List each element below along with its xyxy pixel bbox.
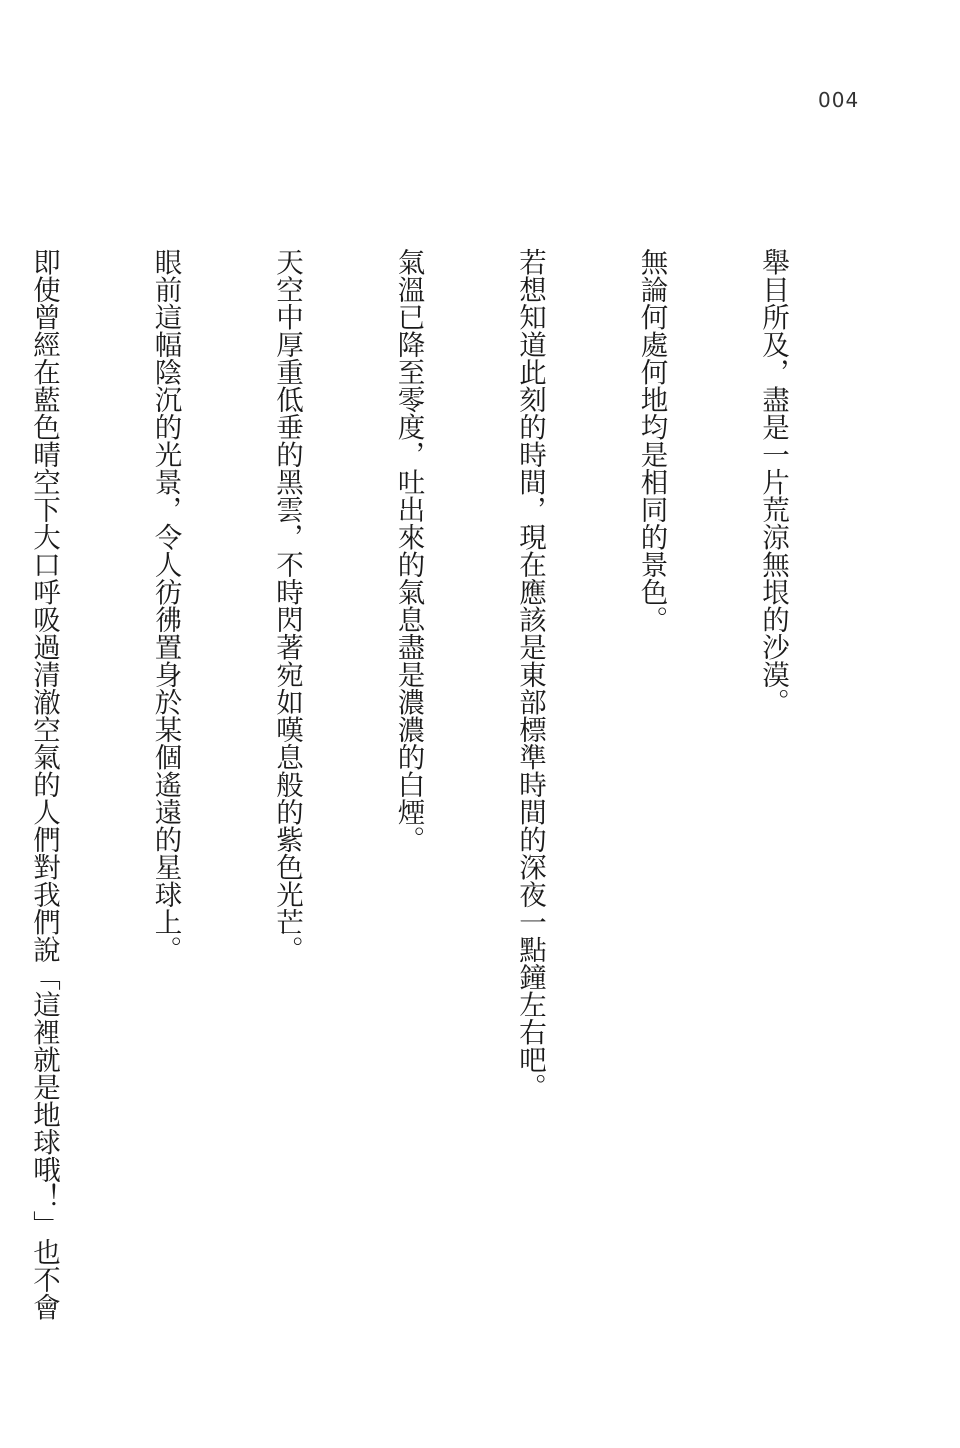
text-line: 天空中厚重低垂的黑雲，不時閃著宛如嘆息般的紫色光芒。	[271, 248, 303, 963]
text-line: 即使曾經在藍色晴空下大口呼吸過清澈空氣的人們對我們說「這裡就是地球哦！」也不會	[28, 248, 60, 1321]
text-line: 氣溫已降至零度，吐出來的氣息盡是濃濃的白煙。	[392, 248, 425, 853]
text-line: 眼前這幅陰沉的光景，令人彷彿置身於某個遙遠的星球上。	[149, 248, 182, 963]
body-text	[0, 248, 874, 1378]
text-line: 若想知道此刻的時間，現在應該是東部標準時間的深夜一點鐘左右吧。	[514, 248, 546, 1101]
text-line: 舉目所及，盡是一片荒涼無垠的沙漠。	[757, 248, 789, 716]
page-number: 004	[818, 88, 860, 112]
text-line: 無論何處何地均是相同的景色。	[635, 248, 668, 633]
